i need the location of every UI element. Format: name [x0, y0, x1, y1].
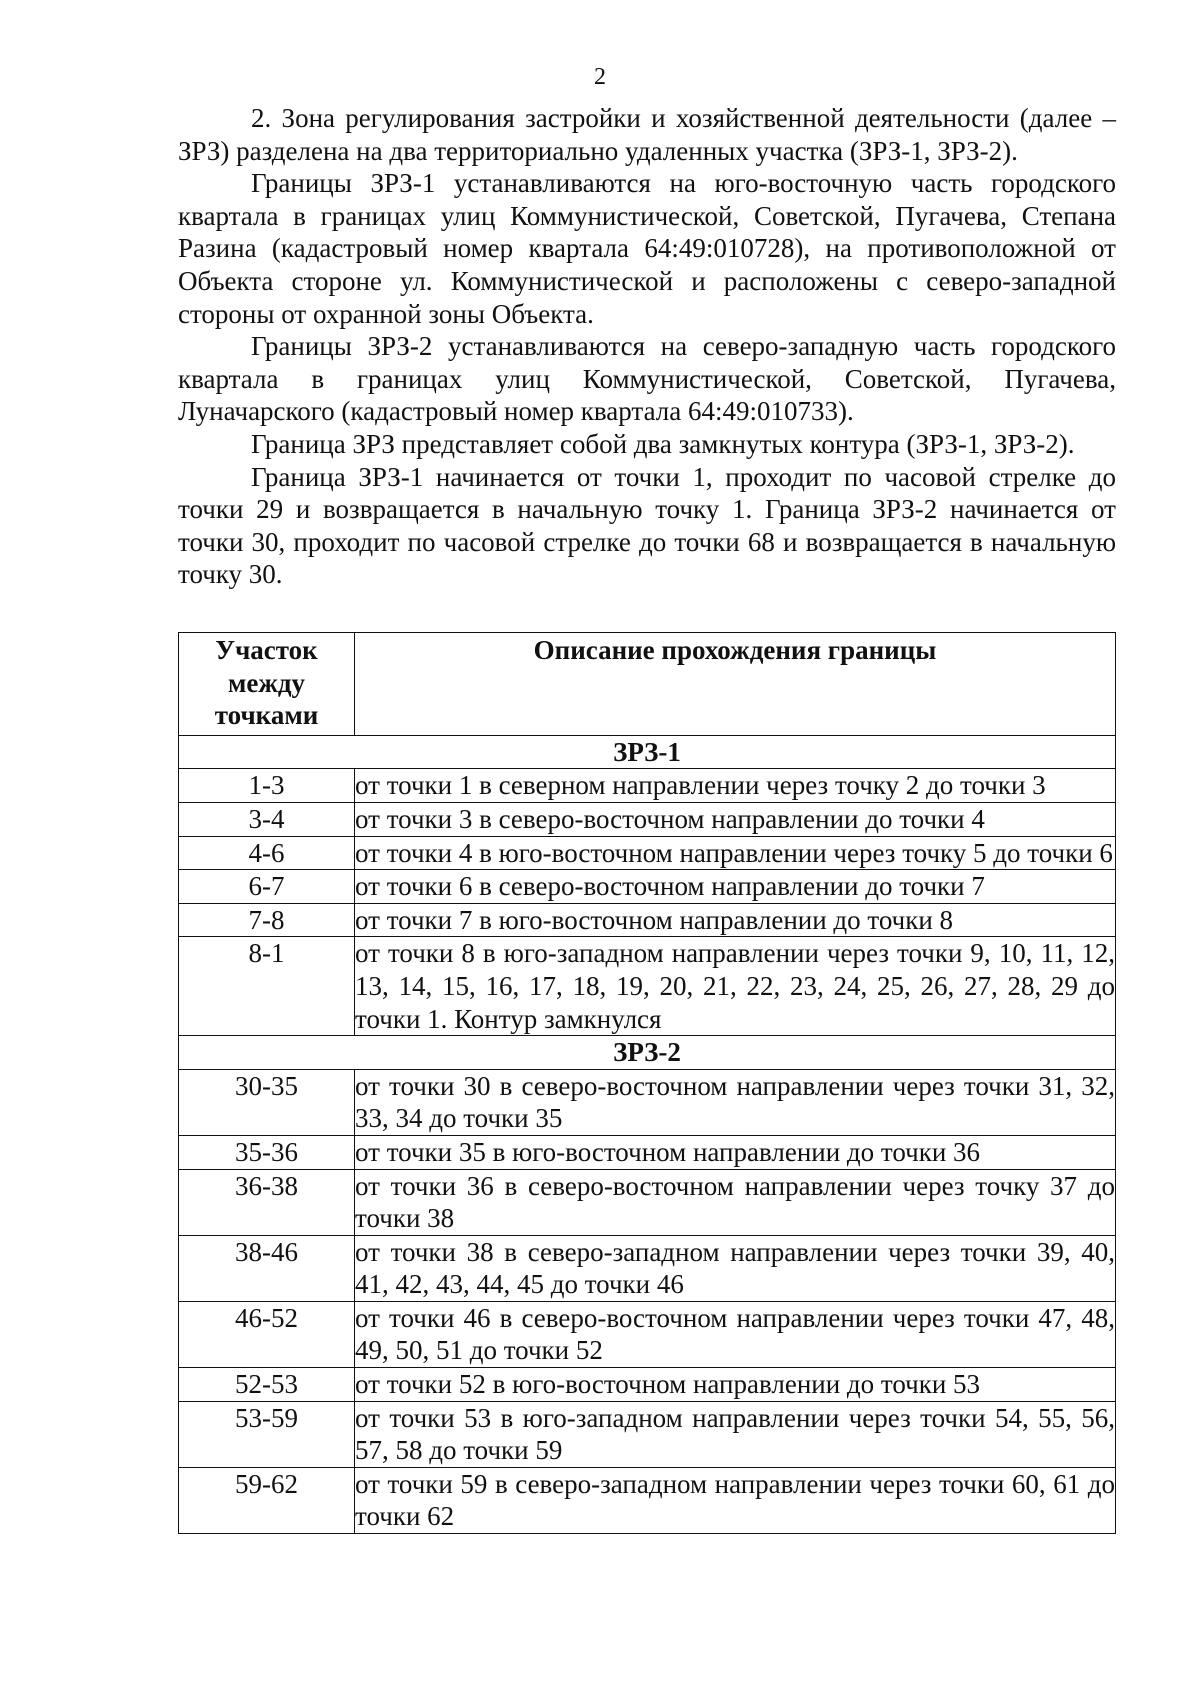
section-title: ЗРЗ-2	[179, 1036, 1116, 1070]
segment-cell: 4-6	[179, 836, 355, 870]
header-description: Описание прохождения границы	[355, 633, 1116, 736]
boundary-table	[178, 632, 1116, 1534]
paragraph: 2. Зона регулирования застройки и хозяйственной деятельности (далее – ЗРЗ) разделена на два территориально удаленных участка (ЗРЗ-1, ЗРЗ-2).	[178, 103, 1116, 166]
segment-cell: 38-46	[179, 1235, 355, 1301]
description-cell: от точки 36 в северо-восточном направлении через точку 37 до точки 38	[355, 1169, 1116, 1235]
table-row	[179, 1135, 1116, 1169]
segment-cell: 59-62	[179, 1467, 355, 1533]
table-row	[179, 1401, 1116, 1467]
description-cell: от точки 7 в юго-восточном направлении до точки 8	[355, 903, 1116, 937]
segment-cell: 1-3	[179, 769, 355, 803]
table-row	[179, 937, 1116, 1036]
segment-cell: 36-38	[179, 1169, 355, 1235]
table-row	[179, 1467, 1116, 1533]
segment-cell: 30-35	[179, 1069, 355, 1135]
table-row	[179, 1368, 1116, 1402]
table-row	[179, 836, 1116, 870]
page-number: 2	[594, 64, 606, 90]
description-cell: от точки 52 в юго-восточном направлении до точки 53	[355, 1368, 1116, 1402]
description-cell: от точки 4 в юго-восточном направлении через точку 5 до точки 6	[355, 836, 1116, 870]
table-row	[179, 903, 1116, 937]
table-row	[179, 1169, 1116, 1235]
segment-cell: 46-52	[179, 1301, 355, 1367]
description-cell: от точки 8 в юго-западном направлении через точки 9, 10, 11, 12, 13, 14, 15, 16, 17, 18, 19, 20, 21, 22, 23, 24, 25, 26, 27, 28, 29 до точки 1. Контур замкнулся	[355, 937, 1116, 1036]
description-cell: от точки 38 в северо-западном направлении через точки 39, 40, 41, 42, 43, 44, 45 до точки 46	[355, 1235, 1116, 1301]
description-cell: от точки 59 в северо-западном направлении через точки 60, 61 до точки 62	[355, 1467, 1116, 1533]
table-row	[179, 802, 1116, 836]
table-row	[179, 1069, 1116, 1135]
table-row	[179, 1235, 1116, 1301]
segment-cell: 8-1	[179, 937, 355, 1036]
description-cell: от точки 30 в северо-восточном направлении через точки 31, 32, 33, 34 до точки 35	[355, 1069, 1116, 1135]
header-segment: Участок между точками	[179, 633, 355, 736]
description-cell: от точки 53 в юго-западном направлении через точки 54, 55, 56, 57, 58 до точки 59	[355, 1401, 1116, 1467]
paragraph: Граница ЗРЗ представляет собой два замкнутых контура (ЗРЗ-1, ЗРЗ-2).	[251, 428, 1075, 459]
paragraph: Граница ЗРЗ-1 начинается от точки 1, проходит по часовой стрелке до точки 29 и возвращается в начальную точку 1. Граница ЗРЗ-2 начинается от точки 30, проходит по часовой стрелке до точки 68 и возвращается в начальную точку 30.	[178, 461, 1116, 590]
segment-cell: 7-8	[179, 903, 355, 937]
segment-cell: 6-7	[179, 870, 355, 904]
description-cell: от точки 35 в юго-восточном направлении до точки 36	[355, 1135, 1116, 1169]
segment-cell: 35-36	[179, 1135, 355, 1169]
body-text	[178, 102, 1116, 591]
section-row	[179, 735, 1116, 769]
paragraph: Границы ЗРЗ-1 устанавливаются на юго-восточную часть городского квартала в границах улиц Коммунистической, Советской, Пугачева, Степана Разина (кадастровый номер квартала 64:49:010728), на противоположной от Объекта стороне ул. Коммунистической и расположены с северо-западной стороны от охранной зоны Объекта.	[178, 168, 1116, 329]
description-cell: от точки 1 в северном направлении через точку 2 до точки 3	[355, 769, 1116, 803]
section-title: ЗРЗ-1	[179, 735, 1116, 769]
description-cell: от точки 6 в северо-восточном направлении до точки 7	[355, 870, 1116, 904]
description-cell: от точки 46 в северо-восточном направлении через точки 47, 48, 49, 50, 51 до точки 52	[355, 1301, 1116, 1367]
table-row	[179, 769, 1116, 803]
paragraph: Границы ЗРЗ-2 устанавливаются на северо-западную часть городского квартала в границах улиц Коммунистической, Советской, Пугачева, Луначарского (кадастровый номер квартала 64:49:010733).	[178, 331, 1116, 427]
segment-cell: 52-53	[179, 1368, 355, 1402]
table-row	[179, 1301, 1116, 1367]
segment-cell: 3-4	[179, 802, 355, 836]
description-cell: от точки 3 в северо-восточном направлении до точки 4	[355, 802, 1116, 836]
table-header-row	[179, 633, 1116, 736]
table-row	[179, 870, 1116, 904]
segment-cell: 53-59	[179, 1401, 355, 1467]
section-row	[179, 1036, 1116, 1070]
